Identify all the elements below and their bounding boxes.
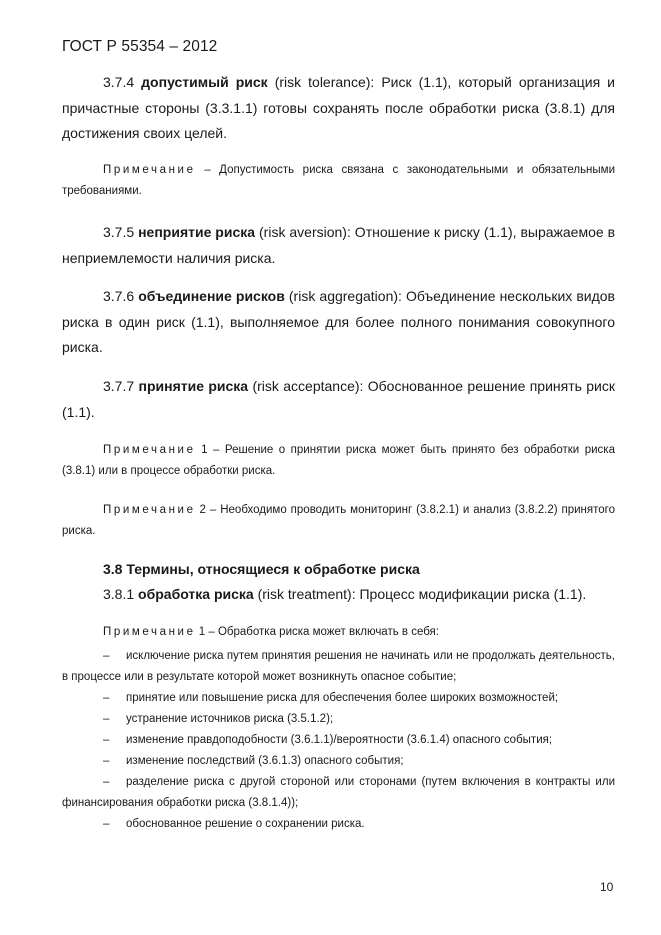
list-item: – изменение правдоподобности (3.6.1.1)/вероятности (3.6.1.4) опасного события;: [103, 734, 553, 746]
clause-3-7-5: [62, 220, 615, 271]
definition: (risk aversion): Отношение к риску (1.1), выражаемое в неприемлемости наличия риска.: [62, 224, 616, 266]
term: неприятие риска: [138, 224, 256, 240]
page-number: 10: [600, 880, 614, 894]
clause-number: 3.8.1: [103, 586, 135, 602]
definition: (risk treatment): Процесс модификации риска (1.1).: [257, 586, 587, 602]
clause-number: 3.7.7: [103, 378, 135, 394]
clause-3-7-7: [62, 374, 615, 425]
document-header: ГОСТ Р 55354 – 2012: [62, 38, 218, 55]
note-label: Примечание: [103, 504, 196, 516]
clause-number: 3.7.6: [103, 288, 135, 304]
term: объединение рисков: [138, 288, 285, 304]
note-text: – Допустимость риска связана с законодательными и обязательными требованиями.: [62, 164, 616, 197]
note-label: Примечание: [103, 164, 196, 176]
note-number: 1: [201, 444, 208, 456]
note-3-7-7-1: [62, 440, 615, 482]
list-item: – обоснованное решение о сохранении риска.: [103, 818, 365, 830]
clause-3-8-1: [62, 582, 615, 608]
note-3-7-7-2: [62, 500, 615, 542]
list-item: – разделение риска с другой стороной или сторонами (путем включения в контракты или финансирования обработки риска (3.8.1.4));: [62, 776, 615, 809]
clause-3-7-4: [62, 70, 615, 147]
definition: (risk aggregation): Объединение нескольких видов риска в один риск (1.1), выполняемое для более полного понимания совокупного риска.: [62, 288, 615, 355]
term: принятие риска: [138, 378, 249, 394]
treatment-list: [62, 646, 615, 835]
note-text: – Решение о принятии риска может быть принято без обработки риска (3.8.1) или в процессе обработки риска.: [62, 444, 615, 477]
section-title: 3.8 Термины, относящиеся к обработке риска: [103, 561, 420, 577]
list-item: – устранение источников риска (3.5.1.2);: [103, 713, 334, 725]
note-label: Примечание: [103, 626, 196, 638]
note-text: – Обработка риска может включать в себя:: [208, 626, 439, 638]
clause-number: 3.7.5: [103, 224, 135, 240]
term: обработка риска: [138, 586, 254, 602]
definition: (risk tolerance): Риск (1.1), который организация и причастные стороны (3.3.1.1) готовы сохранять после обработки риска (3.8.1) для достижения своих целей.: [62, 74, 616, 141]
note-3-7-4: [62, 160, 615, 202]
note-number: 2: [199, 504, 206, 516]
note-label: Примечание: [103, 444, 196, 456]
note-number: 1: [198, 626, 206, 638]
list-item: – принятие или повышение риска для обеспечения более широких возможностей;: [103, 692, 559, 704]
note-text: – Необходимо проводить мониторинг (3.8.2.1) и анализ (3.8.2.2) принятого риска.: [62, 504, 615, 537]
term: допустимый риск: [141, 74, 268, 90]
list-item: – изменение последствий (3.6.1.3) опасного события;: [103, 755, 404, 767]
section-heading-3-8: [62, 557, 615, 583]
list-item: – исключение риска путем принятия решения не начинать или не продолжать деятельность, в процессе или в результате которой может возникнуть опасное событие;: [62, 650, 615, 683]
clause-3-7-6: [62, 284, 615, 361]
note-3-8-1-1: [62, 622, 615, 643]
definition: (risk acceptance): Обоснованное решение принять риск (1.1).: [62, 378, 615, 420]
clause-number: 3.7.4: [103, 74, 135, 90]
